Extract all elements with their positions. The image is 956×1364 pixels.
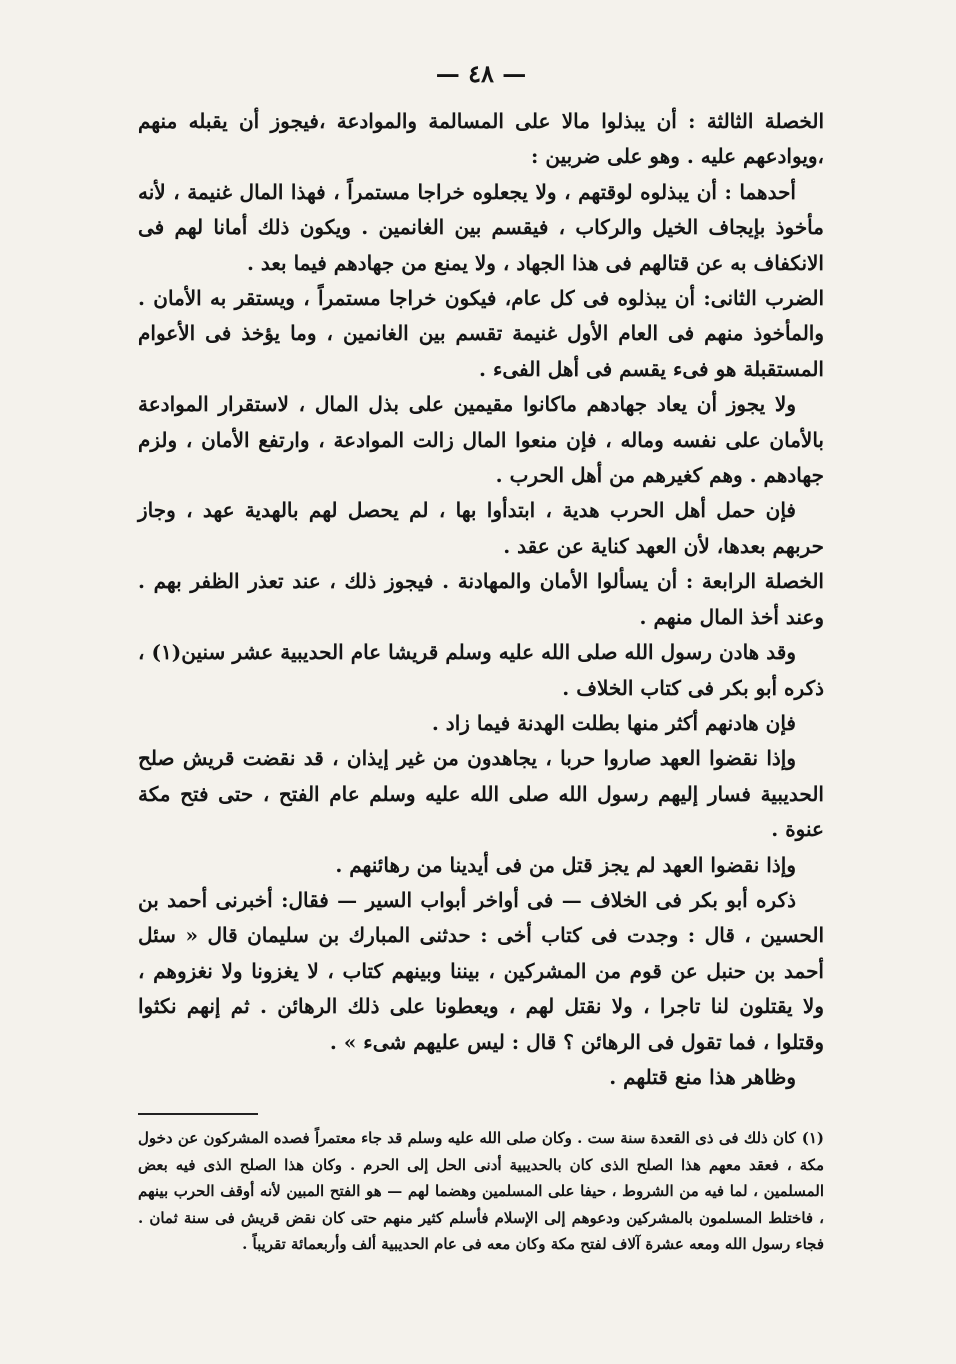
paragraph-conclusion: وظاهر هذا منع قتلهم . (609, 1064, 796, 1089)
body-text (138, 104, 824, 1095)
paragraph-gift: فإن حمل أهل الحرب هدية ، ابتدأوا بها ، لم يحصل لهم بالهدية عهد ، وجاز حربهم بعدها، لأن العهد كناية عن عقد . (138, 498, 824, 558)
footnote-separator (138, 1113, 258, 1115)
paragraph-first-kind: أحدهما : أن يبذلوه لوقتهم ، ولا يجعلوه خراجا مستمراً ، فهذا المال غنيمة ، لأنه مأخوذ بإيجاف الخيل والركاب ، فيقسم بين الغانمين . ويكون ذلك أمانا لهم فى الانكفاف به عن قتالهم فى هذا الجهاد ، ولا يمنع من جهادهم فيما بعد . (138, 179, 824, 275)
footnote-mark: (١) (801, 1129, 824, 1148)
paragraph-khasla-3: الخصلة الثالثة : أن يبذلوا مالا على المسالمة والموادعة ،فيجوز أن يقبله منهم ،ويوادعهم عليه . وهو على ضربين : (138, 109, 824, 169)
paragraph-excess-truce: فإن هادنهم أكثر منها بطلت الهدنة فيما زاد . (431, 710, 796, 735)
page-number: — ٤٨ — (435, 59, 527, 88)
paragraph-second-kind: الضرب الثانى: أن يبذلوه فى كل عام، فيكون خراجا مستمراً ، ويستقر به الأمان . والمأخوذ منهم فى العام الأول غنيمة تقسم بين الغانمين ، وما يؤخذ فى الأعوام المستقبلة هو فىء يقسم فى أهل الفىء . (138, 286, 824, 381)
paragraph-khasla-4: الخصلة الرابعة : أن يسألوا الأمان والمهادنة . فيجوز ذلك ، عند تعذر الظفر بهم . وعند أخذ المال منهم . (138, 569, 824, 629)
footnote-text: كان ذلك فى ذى القعدة سنة ست . وكان صلى الله عليه وسلم قد جاء معتمراً فصده المشركون عن دخول مكة ، فعقد معهم هذا الصلح الذى كان بالحديبية أدنى الحل إلى الحرم . وكان هذا الصلح الذى فيه بعض المسلمين ، لما فيه من الشروط ، حيفا على المسلمين وهضما لهم — هو الفتح المبين لأنه أوقف الحرب بينهم ، فاختلط المسلمون بالمشركين ودعوهم إلى الإسلام فأسلم كثير منهم حتى كان نقض قريش فى سنة ثمان . فجاء رسول الله ومعه عشرة آلاف لفتح مكة وكان معه فى عام الحديبية ألف وأربعمائة تقريباً . (138, 1129, 824, 1254)
paragraph-breaking-covenant: وإذا نقضوا العهد صاروا حربا ، يجاهدون من غير إيذان ، قد نقضت قريش صلح الحديبية فسار إليهم رسول الله صلى الله عليه وسلم عام الفتح ، حتى فتح مكة عنوة . (138, 746, 824, 842)
paragraph-abu-bakr-report: ذكره أبو بكر فى الخلاف — فى أواخر أبواب السير — فقال: أخبرنى أحمد بن الحسين ، قال : وجدت فى كتاب أخى : حدثنى المبارك بن سليمان قال « سئل أحمد بن حنبل عن قوم من المشركين ، بيننا وبينهم كتاب ، لا يغزونا ولا نغزوهم ، ولا يقتلون لنا تاجرا ، ولا نقتل لهم ، ويعطونا على ذلك الرهائن . ثم إنهم نكثوا وقتلوا ، فما تقول فى الرهائن ؟ قال : ليس عليهم شىء » . (138, 887, 824, 1054)
paragraph-hostages: وإذا نقضوا العهد لم يجز قتل من فى أيدينا من رهائنهم . (335, 852, 796, 877)
paragraph-hudaybiyya: وقد هادن رسول الله صلى الله عليه وسلم قريشا عام الحديبية عشر سنين(١) ، ذكره أبو بكر فى كتاب الخلاف . (138, 640, 824, 700)
paragraph-no-renewed-jihad: ولا يجوز أن يعاد جهادهم ماكانوا مقيمين على بذل المال ، لاستقرار الموادعة بالأمان على نفسه وماله ، فإن منعوا المال زالت الموادعة ، وارتفع الأمان ، ولزم جهادهم . وهم كغيرهم من أهل الحرب . (138, 392, 824, 488)
footnote (138, 1125, 824, 1258)
